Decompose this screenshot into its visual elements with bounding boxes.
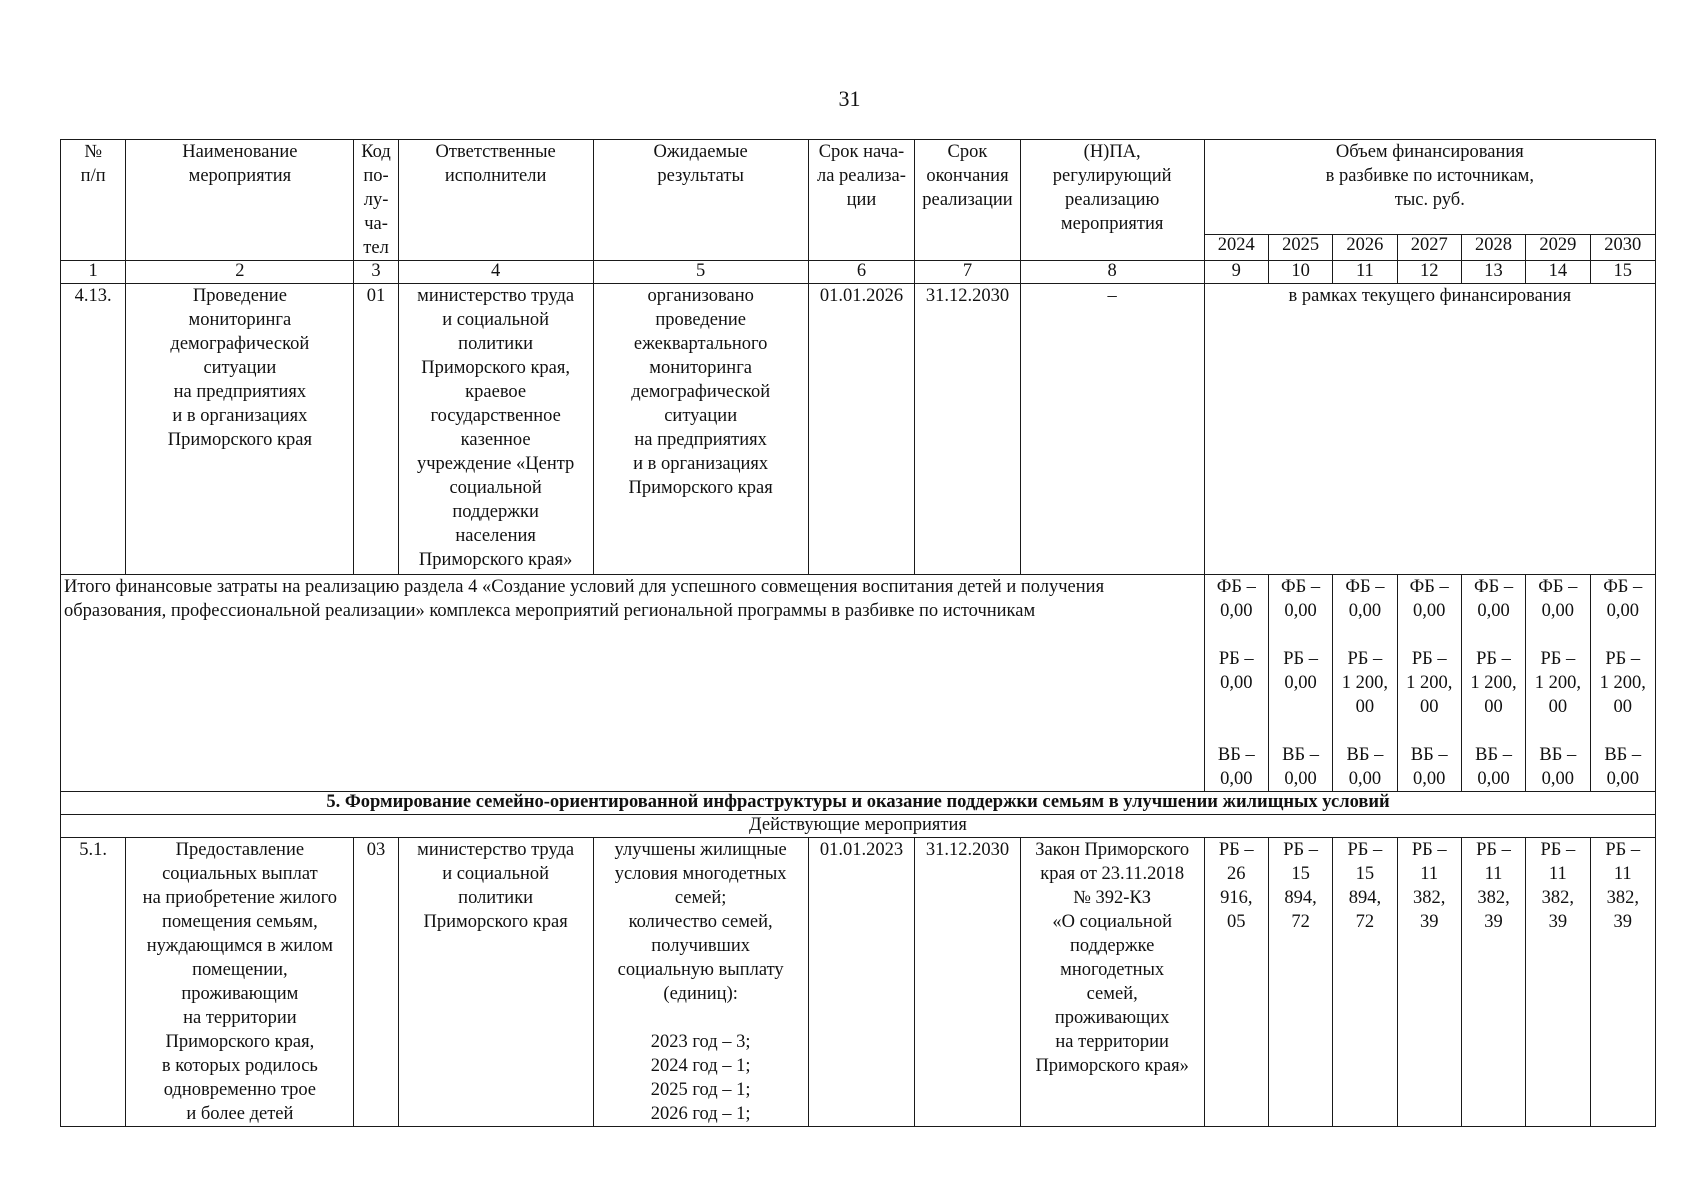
- column-number: 8: [1020, 261, 1204, 284]
- column-number: 4: [398, 261, 593, 284]
- total-funding-cell: ФБ – 0,00 РБ – 1 200, 00 ВБ – 0,00: [1526, 575, 1590, 792]
- header-num: № п/п: [61, 140, 126, 261]
- header-results: Ожидаемые результаты: [593, 140, 808, 261]
- year-cell: 2024: [1204, 234, 1268, 260]
- header-end: Срок окончания реализации: [915, 140, 1021, 261]
- measure-name: Предоставление социальных выплат на приобретение жилого помещения семьям, нуждающимся в жилом помещении, проживающим на территории Приморского края, в которых родилось одновременно трое и более детей: [126, 838, 354, 1127]
- row-number: 4.13.: [61, 284, 126, 575]
- column-number: 10: [1268, 261, 1332, 284]
- year-cell: 2027: [1397, 234, 1461, 260]
- total-row-section-4: [61, 575, 1656, 792]
- header-funding: Объем финансирования в разбивке по источникам, тыс. руб.: [1204, 140, 1655, 235]
- total-funding-cell: ФБ – 0,00 РБ – 0,00 ВБ – 0,00: [1204, 575, 1268, 792]
- funding-cell: РБ – 11 382, 39: [1461, 838, 1525, 1127]
- page-number: 31: [838, 86, 861, 111]
- total-funding-cell: ФБ – 0,00 РБ – 1 200, 00 ВБ – 0,00: [1461, 575, 1525, 792]
- expected-results: организовано проведение ежеквартального мониторинга демографической ситуации на предприятиях и в организациях Приморского края: [593, 284, 808, 575]
- funding-cell: РБ – 26 916, 05: [1204, 838, 1268, 1127]
- column-number: 15: [1590, 261, 1656, 284]
- table-header-row: [61, 140, 1656, 235]
- funding-cell: РБ – 11 382, 39: [1397, 838, 1461, 1127]
- measure-name: Проведение мониторинга демографической ситуации на предприятиях и в организациях Приморского края: [126, 284, 354, 575]
- program-table: [60, 139, 1656, 1127]
- regulatory-act: Закон Приморского края от 23.11.2018 № 392-КЗ «О социальной поддержке многодетных семей, проживающих на территории Приморского края»: [1020, 838, 1204, 1127]
- section-5-heading-row: [61, 792, 1656, 815]
- end-date: 31.12.2030: [915, 838, 1021, 1127]
- funding-cell: РБ – 15 894, 72: [1268, 838, 1332, 1127]
- section-5-subheading-row: [61, 815, 1656, 838]
- executors: министерство труда и социальной политики Приморского края: [398, 838, 593, 1127]
- header-code: Код по- лу- ча- тел: [354, 140, 398, 261]
- expected-results: улучшены жилищные условия многодетных семей; количество семей, получивших социальную выплату (единиц): 2023 год – 3; 2024 год – 1; 2025 год – 1; 2026 год – 1;: [593, 838, 808, 1127]
- column-number-row: [61, 261, 1656, 284]
- recipient-code: 01: [354, 284, 398, 575]
- recipient-code: 03: [354, 838, 398, 1127]
- total-funding-cell: ФБ – 0,00 РБ – 1 200, 00 ВБ – 0,00: [1590, 575, 1656, 792]
- column-number: 12: [1397, 261, 1461, 284]
- column-number: 3: [354, 261, 398, 284]
- funding-note: в рамках текущего финансирования: [1204, 284, 1655, 575]
- column-number: 5: [593, 261, 808, 284]
- total-funding-cell: ФБ – 0,00 РБ – 1 200, 00 ВБ – 0,00: [1333, 575, 1397, 792]
- column-number: 2: [126, 261, 354, 284]
- row-number: 5.1.: [61, 838, 126, 1127]
- column-number: 13: [1461, 261, 1525, 284]
- total-funding-cell: ФБ – 0,00 РБ – 0,00 ВБ – 0,00: [1268, 575, 1332, 792]
- funding-cell: РБ – 15 894, 72: [1333, 838, 1397, 1127]
- table-row-4-13: [61, 284, 1656, 575]
- year-cell: 2028: [1461, 234, 1525, 260]
- funding-cell: РБ – 11 382, 39: [1590, 838, 1656, 1127]
- executors: министерство труда и социальной политики Приморского края, краевое государственное казенное учреждение «Центр социальной поддержки населения Приморского края»: [398, 284, 593, 575]
- start-date: 01.01.2023: [808, 838, 915, 1127]
- end-date: 31.12.2030: [915, 284, 1021, 575]
- funding-cell: РБ – 11 382, 39: [1526, 838, 1590, 1127]
- header-name: Наименование мероприятия: [126, 140, 354, 261]
- column-number: 14: [1526, 261, 1590, 284]
- header-executors: Ответственные исполнители: [398, 140, 593, 261]
- column-number: 6: [808, 261, 915, 284]
- total-description: Итого финансовые затраты на реализацию раздела 4 «Создание условий для успешного совмещения воспитания детей и получения образования, профессиональной реализации» комплекса мероприятий региональной программы в разбивке по источникам: [61, 575, 1205, 792]
- regulatory-act: –: [1020, 284, 1204, 575]
- column-number: 1: [61, 261, 126, 284]
- year-cell: 2025: [1268, 234, 1332, 260]
- header-start: Срок нача- ла реализа- ции: [808, 140, 915, 261]
- column-number: 11: [1333, 261, 1397, 284]
- section-subtitle: Действующие мероприятия: [61, 815, 1656, 838]
- header-npa: (Н)ПА, регулирующий реализацию мероприятия: [1020, 140, 1204, 261]
- year-cell: 2029: [1526, 234, 1590, 260]
- column-number: 9: [1204, 261, 1268, 284]
- start-date: 01.01.2026: [808, 284, 915, 575]
- year-cell: 2026: [1333, 234, 1397, 260]
- column-number: 7: [915, 261, 1021, 284]
- year-cell: 2030: [1590, 234, 1656, 260]
- table-row-5-1: [61, 838, 1656, 1127]
- section-title: 5. Формирование семейно-ориентированной инфраструктуры и оказание поддержки семьям в улучшении жилищных условий: [61, 792, 1656, 815]
- total-funding-cell: ФБ – 0,00 РБ – 1 200, 00 ВБ – 0,00: [1397, 575, 1461, 792]
